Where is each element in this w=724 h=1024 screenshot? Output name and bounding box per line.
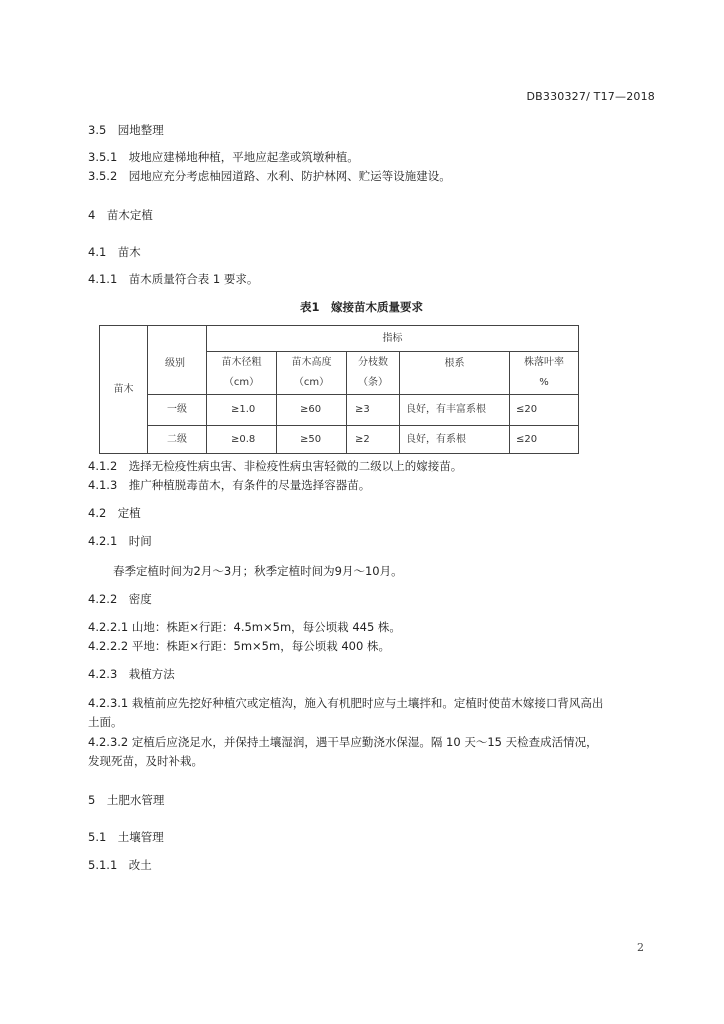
- paragraph-planting-time: 春季定植时间为2月～3月；秋季定植时间为9月～10月。: [113, 564, 403, 578]
- clause-4-2-3-2-line1: 4.2.3.2 定植后应浇足水，并保持土壤湿润，遇干旱应勤浇水保湿。隔 10 天～15 天检查成活情况，: [88, 735, 598, 749]
- heading-4-2-1: 4.2.1 时间: [88, 534, 152, 548]
- heading-4-2-2: 4.2.2 密度: [88, 592, 152, 606]
- heading-3-5: 3.5 园地整理: [88, 123, 164, 137]
- diameter-cell: ≥0.8: [207, 426, 277, 454]
- seedling-quality-table: [99, 325, 579, 454]
- clause-4-2-2-1: 4.2.2.1 山地：株距×行距：4.5m×5m，每公顷栽 445 株。: [88, 620, 401, 634]
- clause-4-2-3-1-line2: 土面。: [88, 715, 123, 729]
- indicator-header: 指标: [207, 326, 579, 352]
- grade-header: 级别: [165, 358, 185, 369]
- leaf-drop-cell: ≤20: [510, 426, 579, 454]
- col-header-diameter: 苗木径粗 （cm）: [207, 352, 277, 395]
- grade-cell: 二级: [148, 426, 207, 454]
- col-header-height: 苗木高度 （cm）: [277, 352, 347, 395]
- heading-5-1: 5.1 土壤管理: [88, 830, 164, 844]
- clause-4-2-2-2: 4.2.2.2 平地：株距×行距：5m×5m，每公顷栽 400 株。: [88, 639, 390, 653]
- clause-3-5-1: 3.5.1 坡地应建梯地种植，平地应起垄或筑墩种植。: [88, 150, 359, 164]
- grade-cell: 一级: [148, 395, 207, 426]
- clause-4-1-3: 4.1.3 推广种植脱毒苗木，有条件的尽量选择容器苗。: [88, 478, 371, 492]
- leaf-drop-cell: ≤20: [510, 395, 579, 426]
- clause-4-2-3-1-line1: 4.2.3.1 栽植前应先挖好种植穴或定植沟，施入有机肥时应与土壤拌和。定植时使苗木嫁接口背风高出: [88, 696, 604, 710]
- diameter-cell: ≥1.0: [207, 395, 277, 426]
- row-group-label: 苗木: [100, 326, 148, 454]
- heading-4: 4 苗木定植: [88, 208, 153, 222]
- col-header-leaf-drop: 株落叶率 %: [510, 352, 579, 395]
- table-row: [100, 426, 579, 454]
- col-header-branches: 分枝数 （条）: [347, 352, 400, 395]
- height-cell: ≥50: [277, 426, 347, 454]
- branches-cell: ≥2: [347, 426, 400, 454]
- clause-3-5-2: 3.5.2 园地应充分考虑柚园道路、水利、防护林网、贮运等设施建设。: [88, 169, 451, 183]
- clause-4-1-1: 4.1.1 苗木质量符合表 1 要求。: [88, 272, 259, 286]
- roots-cell: 良好，有系根: [400, 426, 510, 454]
- document-code: DB330327/ T17—2018: [526, 90, 655, 103]
- clause-4-2-3-2-line2: 发现死苗，及时补栽。: [88, 754, 203, 768]
- clause-4-1-2: 4.1.2 选择无检疫性病虫害、非检疫性病虫害轻微的二级以上的嫁接苗。: [88, 459, 463, 473]
- table-caption: 表1 嫁接苗木质量要求: [300, 300, 424, 314]
- page-number: 2: [637, 941, 644, 954]
- branches-cell: ≥3: [347, 395, 400, 426]
- col-header-roots: 根系: [400, 352, 510, 395]
- table-row: [100, 395, 579, 426]
- clause-5-1-1: 5.1.1 改土: [88, 858, 152, 872]
- heading-4-1: 4.1 苗木: [88, 245, 141, 259]
- roots-cell: 良好，有丰富系根: [400, 395, 510, 426]
- heading-5: 5 土肥水管理: [88, 793, 165, 807]
- heading-4-2-3: 4.2.3 栽植方法: [88, 667, 175, 681]
- height-cell: ≥60: [277, 395, 347, 426]
- heading-4-2: 4.2 定植: [88, 506, 141, 520]
